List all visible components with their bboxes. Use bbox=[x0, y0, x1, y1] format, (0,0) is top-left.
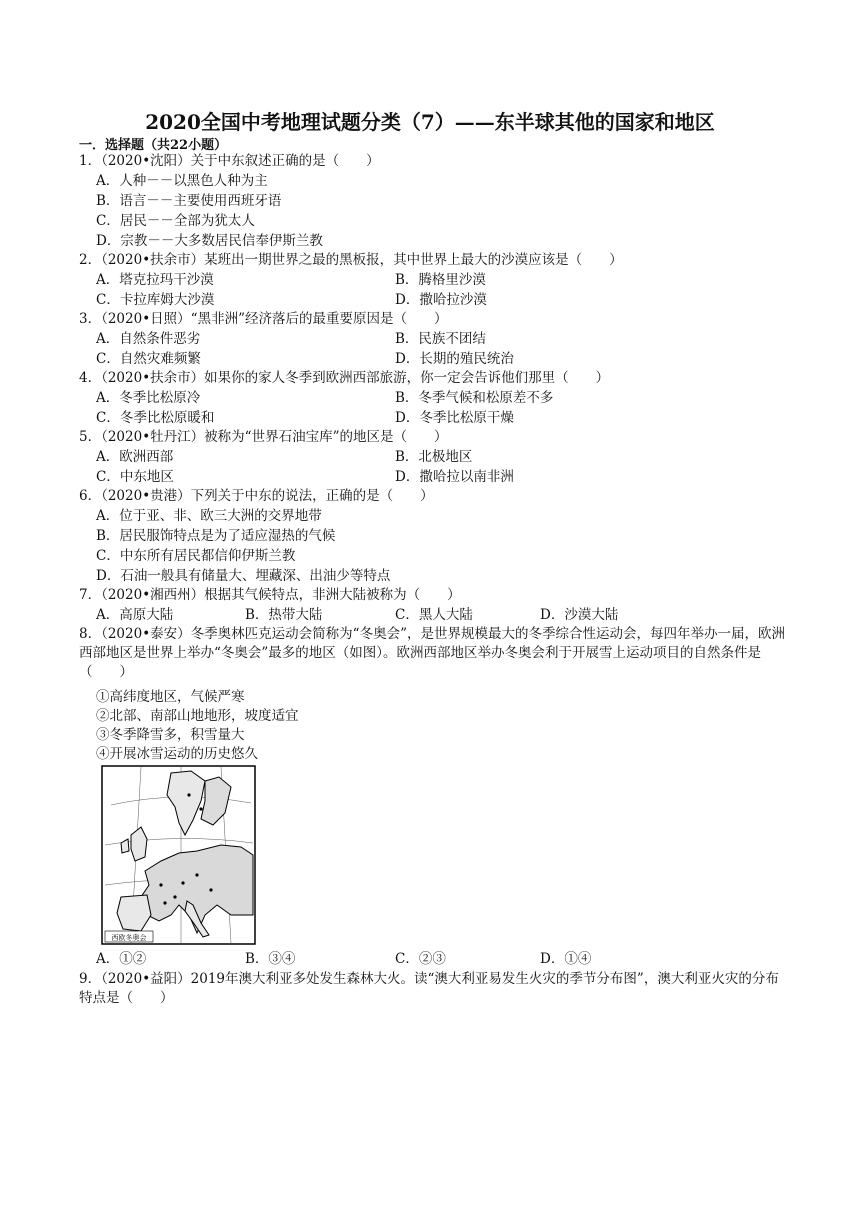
q8-item-3: ③冬季降雪多，积雪量大 bbox=[96, 727, 245, 743]
q2-option-d: D．撒哈拉沙漠 bbox=[395, 292, 487, 308]
document-title: 2020全国中考地理试题分类（7）——东半球其他的国家和地区 bbox=[145, 110, 715, 134]
q3-option-a: A．自然条件恶劣 bbox=[96, 331, 201, 347]
q8-item-4: ④开展冰雪运动的历史悠久 bbox=[96, 746, 258, 762]
q1-option-c: C．居民－－全部为犹太人 bbox=[96, 213, 255, 229]
q4-option-c: C．冬季比松原暖和 bbox=[96, 410, 215, 426]
q3-option-d: D．长期的殖民统治 bbox=[395, 351, 514, 367]
europe-map-image bbox=[101, 765, 256, 945]
q4-option-a: A．冬季比松原冷 bbox=[96, 390, 201, 406]
q5-option-b: B．北极地区 bbox=[395, 449, 473, 465]
question-4: 4．（2020•扶余市）如果你的家人冬季到欧洲西部旅游，你一定会告诉他们那里（ ） bbox=[79, 370, 610, 386]
q2-option-c: C．卡拉库姆大沙漠 bbox=[96, 292, 215, 308]
question-1: 1．（2020•沈阳）关于中东叙述正确的是（ ） bbox=[79, 153, 380, 169]
question-5: 5．（2020•牡丹江）被称为“世界石油宝库”的地区是（ ） bbox=[79, 429, 448, 445]
question-9: 9．（2020•益阳）2019年澳大利亚多处发生森林大火。读“澳大利亚易发生火灾的季节分布图”，澳大利亚火灾的分布特点是（ ） bbox=[79, 971, 779, 1006]
q6-option-d: D．石油一般具有储量大、埋藏深、出油少等特点 bbox=[96, 568, 391, 584]
q1-option-a: A．人种－－以黑色人种为主 bbox=[96, 173, 268, 189]
q6-option-a: A．位于亚、非、欧三大洲的交界地带 bbox=[96, 508, 322, 524]
map-caption: 西欧冬奥会 bbox=[111, 934, 147, 942]
q7-option-d: D．沙漠大陆 bbox=[540, 607, 619, 623]
q5-option-c: C．中东地区 bbox=[96, 469, 174, 485]
question-2: 2．（2020•扶余市）某班出一期世界之最的黑板报，其中世界上最大的沙漠应该是（ ） bbox=[79, 252, 623, 268]
q8-option-a: A．①② bbox=[96, 951, 147, 967]
q8-item-1: ①高纬度地区，气候严寒 bbox=[96, 689, 245, 705]
q4-option-d: D．冬季比松原干燥 bbox=[395, 410, 514, 426]
q5-option-a: A．欧洲西部 bbox=[96, 449, 174, 465]
q1-option-d: D．宗教－－大多数居民信奉伊斯兰教 bbox=[96, 233, 323, 249]
q7-option-b: B．热带大陆 bbox=[245, 607, 323, 623]
q5-option-d: D．撒哈拉以南非洲 bbox=[395, 469, 514, 485]
q2-option-a: A．塔克拉玛干沙漠 bbox=[96, 272, 214, 288]
q7-option-a: A．高原大陆 bbox=[96, 607, 174, 623]
question-6: 6．（2020•贵港）下列关于中东的说法，正确的是（ ） bbox=[79, 488, 434, 504]
q4-option-b: B．冬季气候和松原差不多 bbox=[395, 390, 554, 406]
q1-option-b: B．语言－－主要使用西班牙语 bbox=[96, 193, 282, 209]
q3-option-b: B．民族不团结 bbox=[395, 331, 486, 347]
q3-option-c: C．自然灾难频繁 bbox=[96, 351, 201, 367]
question-8: 8．（2020•泰安）冬季奥林匹克运动会简称为“冬奥会”，是世界规模最大的冬季综合性运动会，每四年举办一届，欧洲西部地区是世界上举办“冬奥会”最多的地区（如图）。欧洲西部地区举办冬奥会利于开展雪上运动项目的自然条件是（ ） bbox=[79, 626, 785, 680]
q8-item-2: ②北部、南部山地地形，坡度适宜 bbox=[96, 708, 299, 724]
q6-option-b: B．居民服饰特点是为了适应湿热的气候 bbox=[96, 528, 336, 544]
q8-option-b: B．③④ bbox=[245, 951, 296, 967]
q8-option-d: D．①④ bbox=[540, 951, 592, 967]
q8-option-c: C．②③ bbox=[395, 951, 446, 967]
question-7: 7．（2020•湘西州）根据其气候特点，非洲大陆被称为（ ） bbox=[79, 587, 461, 603]
q2-option-b: B．腾格里沙漠 bbox=[395, 272, 486, 288]
q6-option-c: C．中东所有居民都信仰伊斯兰教 bbox=[96, 548, 296, 564]
question-3: 3．（2020•日照）“黑非洲”经济落后的最重要原因是（ ） bbox=[79, 311, 448, 327]
section-heading: 一．选择题（共22小题） bbox=[79, 138, 228, 153]
q7-option-c: C．黑人大陆 bbox=[395, 607, 473, 623]
